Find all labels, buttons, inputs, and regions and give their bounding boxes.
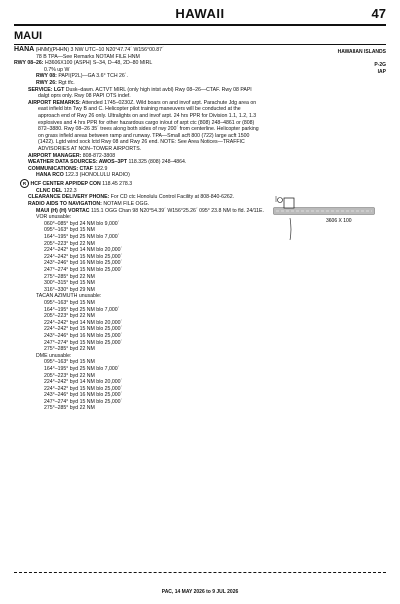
clearance-label: CLEARANCE DELIVERY PHONE:: [28, 194, 110, 201]
hcf-label: HCF CENTER APP/DEP CON: [30, 180, 101, 187]
tacan-restriction-item: 095°–163° byd 15 NM: [44, 299, 95, 306]
vor-restriction-item: 224°–242° byd 15 NM blo 25,000´: [44, 253, 123, 260]
page-title: HAWAII: [175, 6, 225, 21]
beacon-icon: [278, 198, 283, 203]
rwy08-text: PAPI(P2L)—GA 3.6° TCH 26´.: [58, 73, 128, 80]
hcf-freq: 118.45 278.3: [102, 180, 133, 187]
navaids-text: NOTAM FILE OGG.: [103, 201, 150, 208]
vortac-label: MAUI (H) (H) VORTAC: [36, 207, 90, 214]
tacan-restriction-item: 275°–285° byd 22 NM: [44, 346, 95, 353]
rwy26-label: RWY 26:: [36, 79, 57, 86]
clnc-freq: 122.3: [63, 187, 77, 194]
dme-restriction-item: 205°–223° byd 22 NM: [44, 372, 95, 379]
vor-restriction-item: 243°–246° byd 16 NM blo 25,000´: [44, 260, 123, 267]
vortac-text: 115.1 OGG Chan 98 N20°54.39´ W156°25.26´ 095° 23.8 NM to fld. 24/11E.: [90, 207, 264, 214]
access-road: [290, 218, 291, 240]
runway-size-label: 3606 X 100: [326, 218, 352, 224]
rco-line: [14, 172, 314, 179]
remarks-label: AIRPORT REMARKS:: [28, 99, 81, 106]
runway-spec: H3606X100 (ASPH) S–34, D–48, 2D–80 MIRL: [44, 60, 153, 67]
vortac-line: [14, 208, 314, 215]
manager-phone: 808-872-3808: [82, 152, 116, 159]
vor-restriction-item: 224°–242° byd 14 NM blo 20,000´: [44, 247, 123, 254]
tacan-restriction-item: 243°–246° byd 16 NM blo 25,000´: [44, 332, 123, 339]
page-end-rule: [14, 572, 386, 573]
tacan-restriction-item: 224°–242° byd 15 NM blo 25,000´: [44, 326, 123, 333]
manager-label: AIRPORT MANAGER:: [28, 152, 82, 159]
chart-label: P-2G: [374, 62, 386, 68]
dme-restriction-item: 247°–274° byd 15 NM blo 25,000´: [44, 398, 123, 405]
clearance-line: [14, 194, 314, 201]
rco-label: HANA RCO: [36, 172, 64, 179]
vor-restriction-item: 205°–223° byd 22 NM: [44, 240, 95, 247]
page-number: 47: [371, 6, 386, 21]
navaids-line: [14, 201, 314, 208]
vor-restriction-item: 316°–330° byd 29 NM: [44, 286, 95, 293]
vor-title: VOR unusable:: [36, 214, 72, 221]
radar-symbol-icon: R: [20, 179, 29, 188]
comm-line: [14, 166, 314, 173]
iap-label: IAP: [377, 69, 386, 75]
service-lgt-label: LGT: [53, 86, 65, 93]
service-text: Dusk–dawn. ACTVT MIRL (only high intst avbl) Rwy 08–26—CTAF. Rwy 08 PAPI dalgt oprs only. Rwy 08 PAPI OTS indef.: [38, 86, 252, 100]
airport-entry: [14, 47, 314, 412]
dme-restriction-item: 095°–163° byd 15 NM: [44, 359, 95, 366]
apron: [284, 198, 294, 208]
remarks-text: Attended 1745–0230Z. Wild boars on and invof arpt. Parachute Jdg area on east infield btn Twy B and C. Helicopter pilot training maneuvers will be conducted at the approach end of Rwy 26 only. Ultralights on and invof arpt. 24 hrs PPR for Division 1.1, 1.2, 1.3 explosives and 4 hrs PPR for other hazardous cargo in/out of arpt ctc (808) 248–4861 or (808) 872–3880. Rwy 08–26 35´ trees along both sides of rwy 200´ from centerline. Helicopter parking on grass infield areas between ramp and runway. TPA—Small acft 800 (722) large acft 1500 (1422). Lgtd wind sock lctd Rwy 08 and Rwy 26 end. NOTE: See Area Notices—TRAFFIC ADVISORIES AT NON–TOWER AIRPORTS.: [38, 99, 259, 152]
rwy26-line: [14, 80, 314, 87]
weather-text: 118.325 (808) 248–4864.: [128, 159, 187, 166]
vor-restriction-item: 095°–163° byd 15 NM: [44, 227, 95, 234]
tacan-title: TACAN AZIMUTH unusable:: [36, 293, 102, 300]
runway-grade: 0.7% up W: [44, 66, 70, 73]
manager-line: [14, 153, 314, 160]
dme-restriction-item: 224°–242° byd 15 NM blo 25,000´: [44, 385, 123, 392]
airport-ident-line: (HNM)(PHHN) 3 NW UTC–10 N20°47.74´ W156°00.87´: [35, 47, 164, 53]
page-footer: PAC, 14 MAY 2026 to 9 JUL 2026: [161, 589, 239, 595]
remarks-section: [14, 100, 260, 153]
vor-unusable-list: [14, 221, 314, 294]
region-heading: MAUI: [14, 30, 43, 42]
area-label: HAWAIIAN ISLANDS: [337, 49, 386, 55]
comm-freq: 122.9: [94, 165, 108, 172]
runway-sketch: [270, 182, 378, 242]
region-rule: [14, 44, 386, 45]
dme-restriction-item: 275°–285° byd 22 NM: [44, 405, 95, 412]
dme-title: DME unusable:: [36, 352, 72, 359]
rwy08-label: RWY 08:: [36, 73, 57, 80]
airport-line2: 78 B TPA—See Remarks NOTAM FILE HNM: [36, 53, 140, 60]
clearance-text: For CD ctc Honolulu Control Facility at 808-840-6262.: [110, 194, 235, 201]
airport-line1: [14, 47, 314, 54]
airport-diagram: [270, 182, 378, 242]
weather-line: [14, 159, 314, 166]
tacan-restriction-item: 247°–274° byd 15 NM blo 25,000´: [44, 339, 123, 346]
tacan-restriction-item: 205°–223° byd 22 NM: [44, 313, 95, 320]
runway-label: RWY 08–26:: [14, 60, 44, 67]
rwy26-text: Rgt tfc.: [58, 79, 75, 86]
hcf-line: [14, 179, 314, 188]
vor-restriction-item: 164°–195° byd 25 NM blo 7,000´: [44, 234, 120, 241]
dme-restriction-item: 243°–246° byd 16 NM blo 25,000´: [44, 392, 123, 399]
dme-unusable-list: [14, 359, 314, 412]
header-rule: [14, 24, 386, 26]
tacan-unusable-list: [14, 300, 314, 353]
dme-restriction-item: 164°–195° byd 25 NM blo 7,000´: [44, 365, 120, 372]
rco-freq: 122.3 (HONOLULU RADIO): [65, 172, 130, 179]
vor-restriction-item: 060°–085° byd 24 NM blo 9,000´: [44, 220, 120, 227]
runway-line: [14, 60, 314, 67]
navaids-label: RADIO AIDS TO NAVIGATION:: [28, 201, 102, 208]
clnc-label: CLNC DEL: [36, 187, 63, 194]
weather-label: WEATHER DATA SOURCES: AWOS–3PT: [28, 159, 128, 166]
comm-label: COMMUNICATIONS: CTAF: [28, 165, 93, 172]
airport-name: HANA: [14, 46, 35, 53]
vor-restriction-item: 275°–285° byd 22 NM: [44, 273, 95, 280]
dme-restriction-item: 224°–242° byd 14 NM blo 20,000´: [44, 379, 123, 386]
vor-restriction-item: 247°–274° byd 15 NM blo 25,000´: [44, 267, 123, 273]
clnc-line: [14, 188, 314, 195]
vor-restriction-item: 300°–315° byd 15 NM: [44, 280, 95, 287]
rwy08-line: [14, 73, 314, 80]
service-section: [14, 87, 260, 100]
page-header: [14, 4, 386, 26]
tacan-restriction-item: 164°–195° byd 25 NM blo 7,000´: [44, 306, 120, 313]
service-label: SERVICE:: [28, 86, 53, 93]
tacan-restriction-item: 224°–242° byd 14 NM blo 20,000´: [44, 319, 123, 326]
